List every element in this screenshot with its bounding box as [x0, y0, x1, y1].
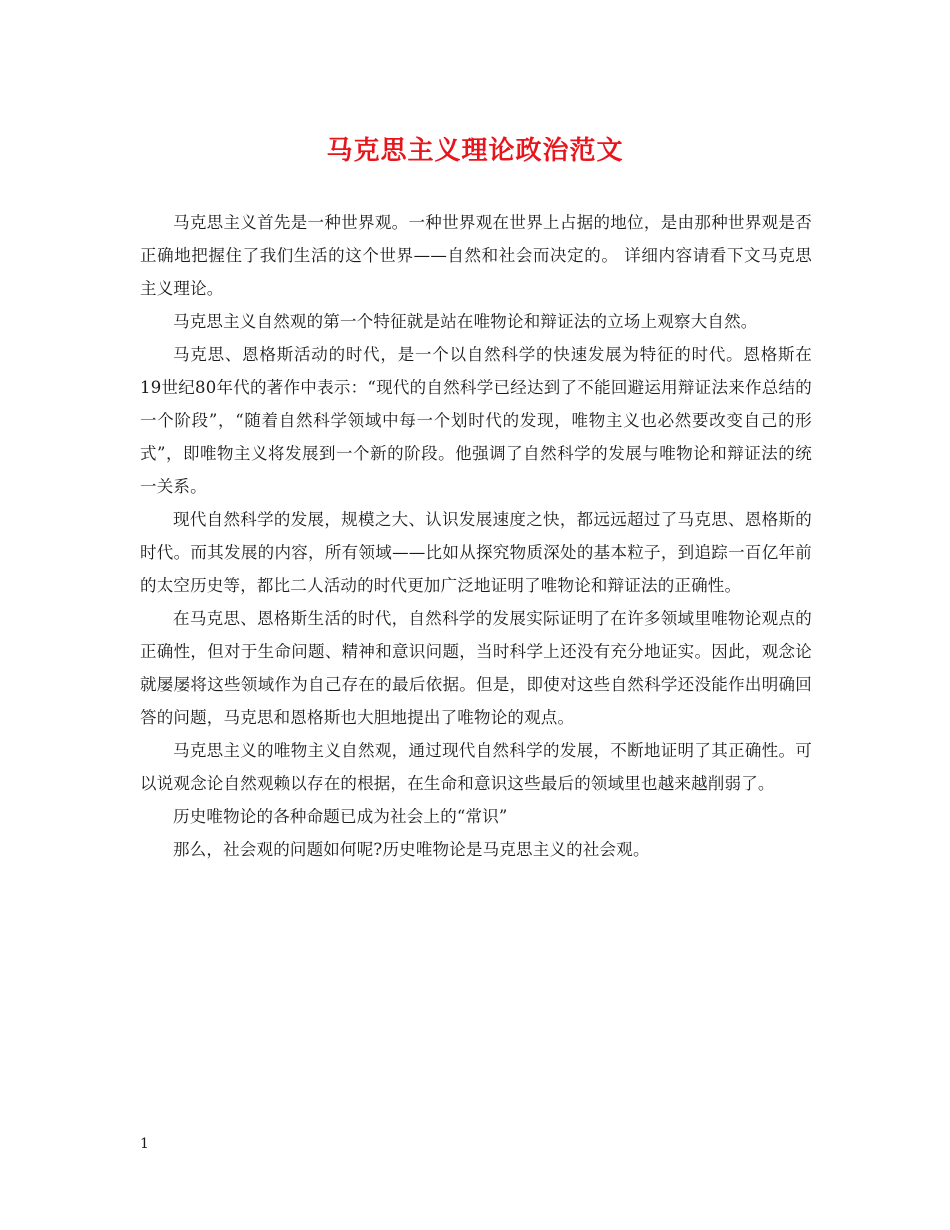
paragraph: 历史唯物论的各种命题已成为社会上的“常识” [173, 807, 508, 826]
paragraph: 马克思主义首先是一种世界观。一种世界观在世界上占据的地位，是由那种世界观是否正确地把握住了我们生活的这个世界——自然和社会而决定的。 详细内容请看下文马克思主义理论。 [140, 213, 812, 298]
paragraph: 马克思主义自然观的第一个特征就是站在唯物论和辩证法的立场上观察大自然。 [173, 312, 758, 331]
paragraph: 现代自然科学的发展，规模之大、认识发展速度之快，都远远超过了马克思、恩格斯的时代。而其发展的内容，所有领域——比如从探究物质深处的基本粒子，到追踪一百亿年前的太空历史等，都比二人活动的时代更加广泛地证明了唯物论和辩证法的正确性。 [140, 510, 812, 595]
paragraph: 在马克思、恩格斯生活的时代，自然科学的发展实际证明了在许多领域里唯物论观点的正确性，但对于生命问题、精神和意识问题，当时科学上还没有充分地证实。因此，观念论就屡屡将这些领域作为自己存在的最后依据。但是，即使对这些自然科学还没能作出明确回答的问题，马克思和恩格斯也大胆地提出了唯物论的观点。 [140, 609, 812, 727]
document-title: 马克思主义理论政治范文 [326, 136, 624, 166]
paragraph: 那么，社会观的问题如何呢?历史唯物论是马克思主义的社会观。 [173, 840, 650, 859]
paragraph: 马克思、恩格斯活动的时代，是一个以自然科学的快速发展为特征的时代。恩格斯在19世纪80年代的著作中表示：“现代的自然科学已经达到了不能回避运用辩证法来作总结的一个阶段”，“随着自然科学领域中每一个划时代的发现，唯物主义也必然要改变自己的形式”，即唯物主义将发展到一个新的阶段。他强调了自然科学的发展与唯物论和辩证法的统一关系。 [140, 345, 812, 496]
page-number: 1 [140, 1136, 149, 1152]
document-body [140, 206, 812, 866]
paragraph: 马克思主义的唯物主义自然观，通过现代自然科学的发展，不断地证明了其正确性。可以说观念论自然观赖以存在的根据，在生命和意识这些最后的领域里也越来越削弱了。 [140, 741, 812, 793]
